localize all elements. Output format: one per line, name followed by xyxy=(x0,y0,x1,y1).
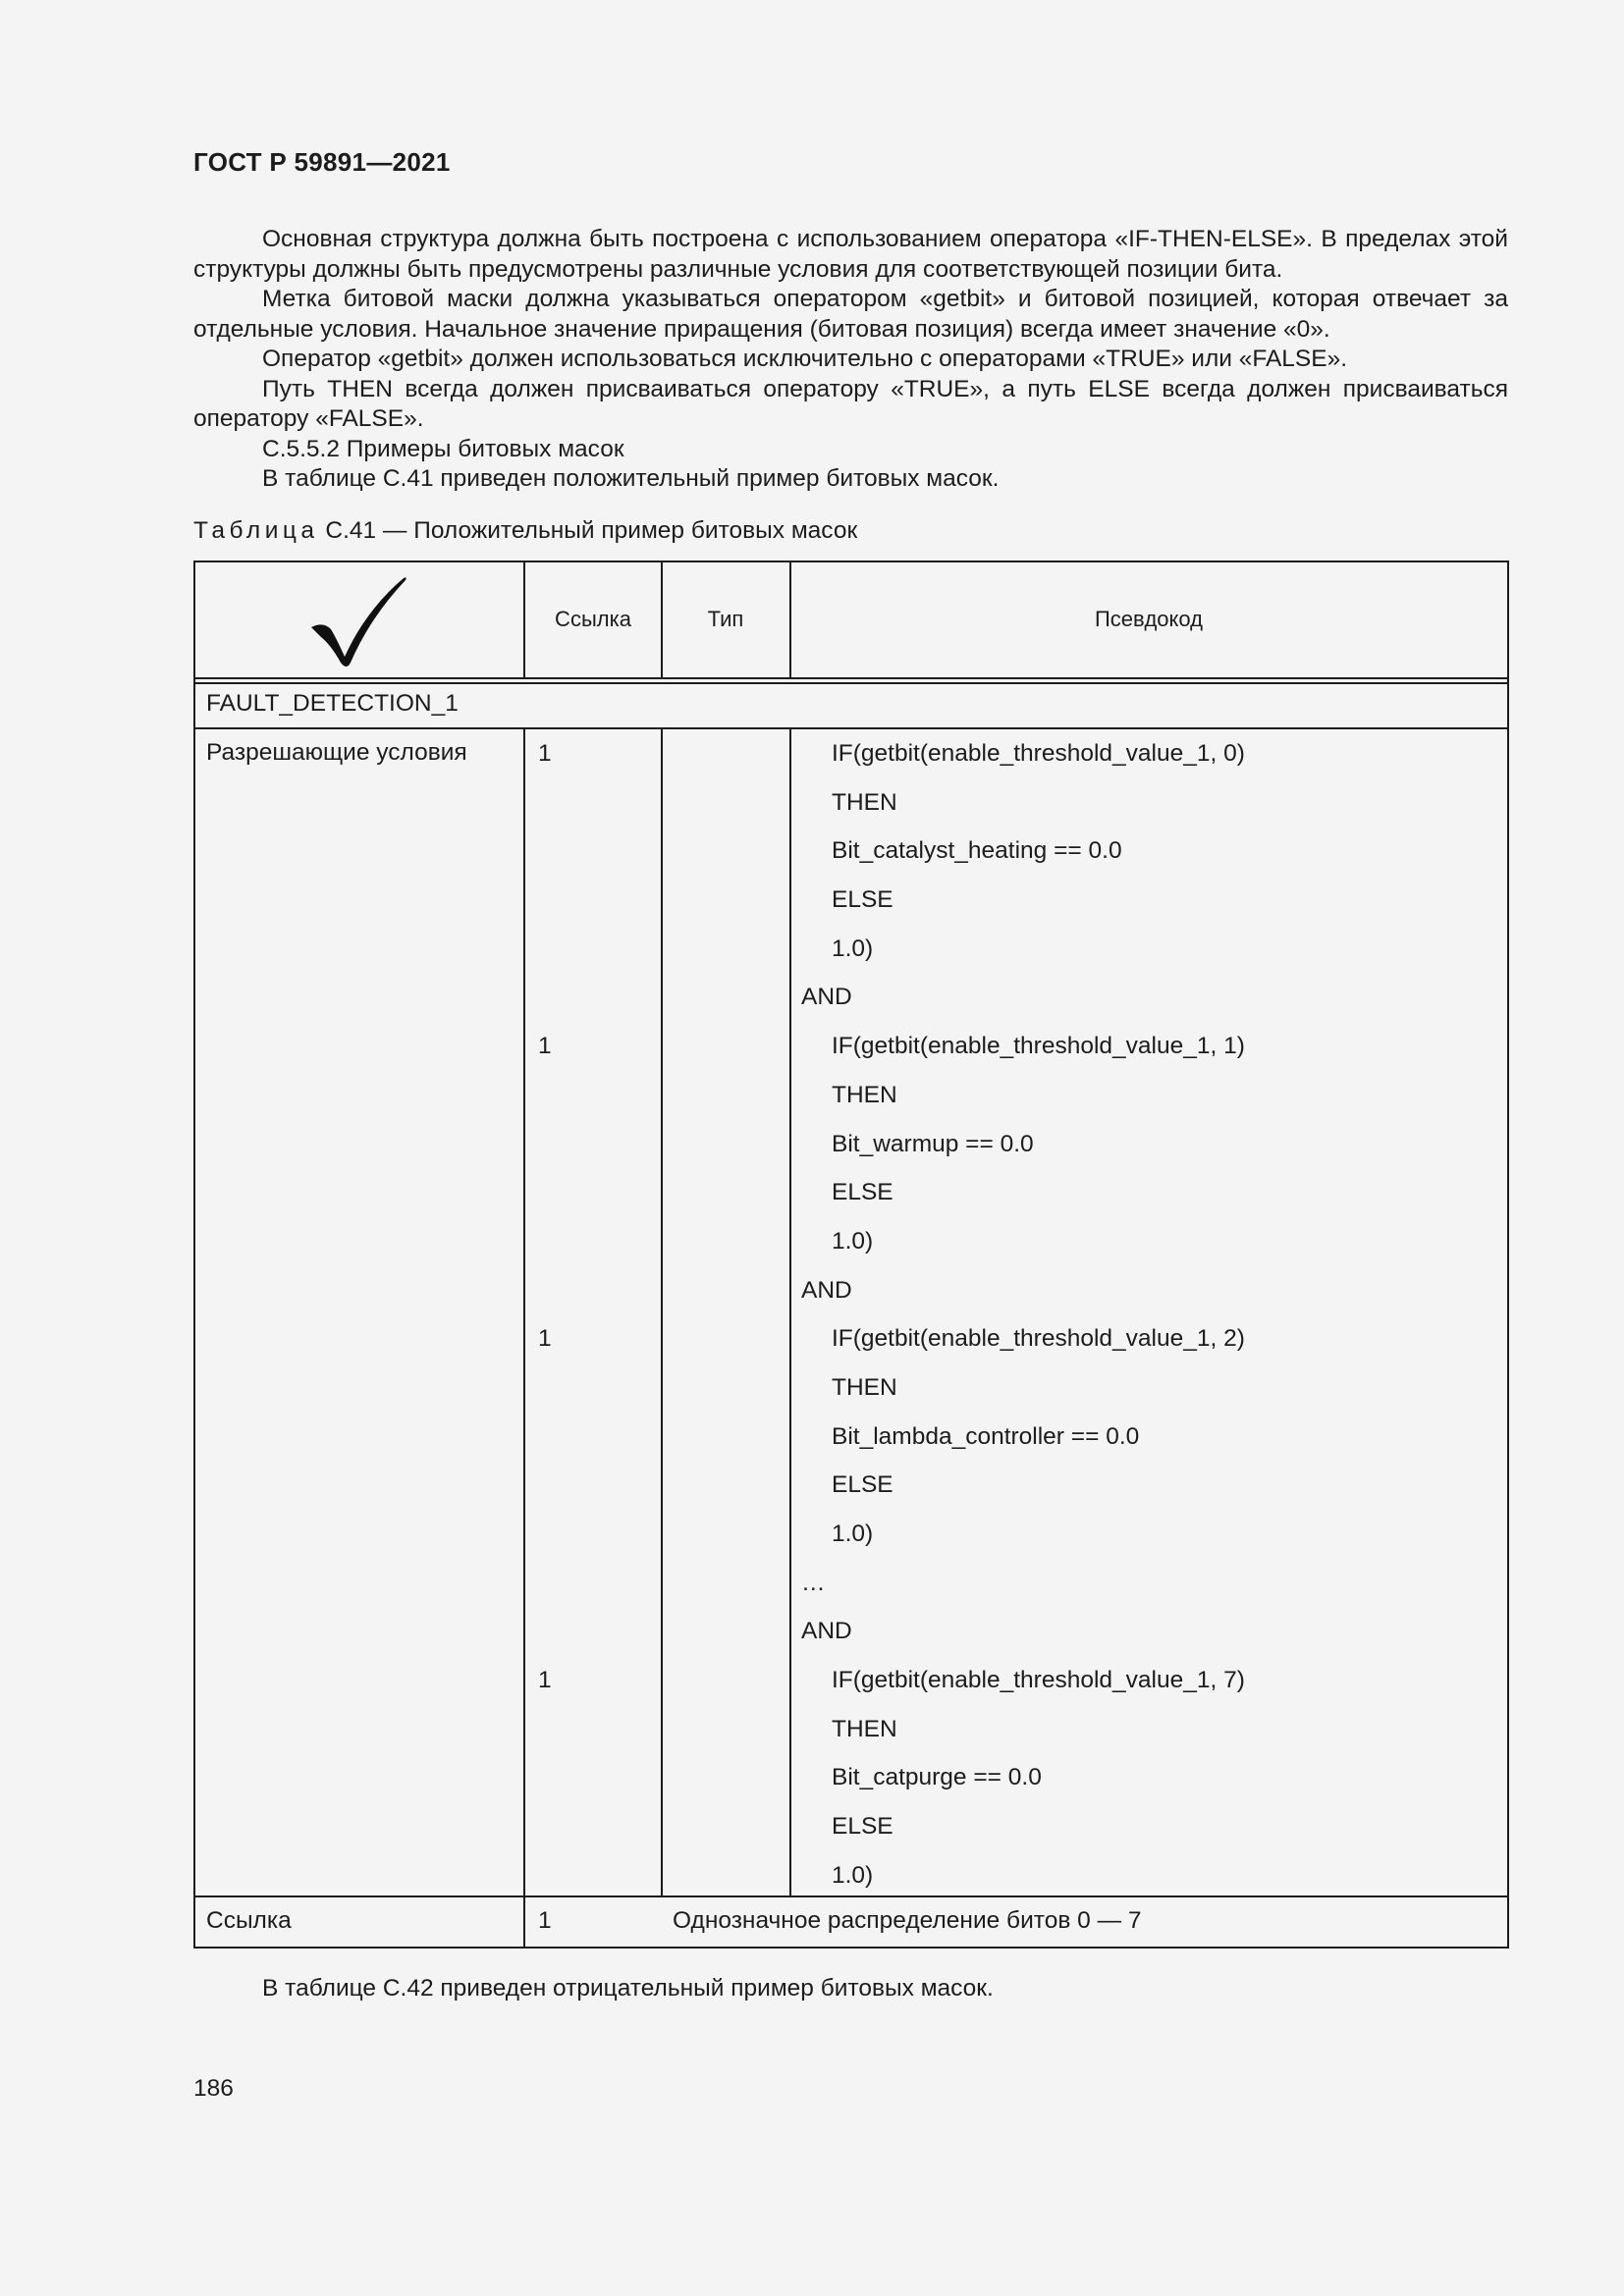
paragraph: Путь THEN всегда должен присваиваться оператору «TRUE», а путь ELSE всегда должен присваиваться оператору «FALSE». xyxy=(193,375,1508,432)
ref-value xyxy=(538,1520,636,1569)
ref-column xyxy=(538,739,636,1910)
row-label-cell: Разрешающие условия xyxy=(206,739,467,766)
ref-value xyxy=(538,1617,636,1666)
pseudocode-line: Bit_catalyst_heating == 0.0 xyxy=(832,837,1122,865)
column-header-type: Тип xyxy=(707,607,744,631)
paragraph: Основная структура должна быть построена с использованием оператора «IF-THEN-ELSE». В пределах этой структуры должны быть предусмотрены различные условия для соответствующей позиции бита. xyxy=(193,226,1508,283)
pseudocode-line: IF(getbit(enable_threshold_value_1, 0) xyxy=(832,740,1245,767)
pseudocode-line: IF(getbit(enable_threshold_value_1, 7) xyxy=(832,1667,1245,1694)
pseudocode-line: THEN xyxy=(832,788,897,816)
pseudocode-line: THEN xyxy=(832,1081,897,1108)
pseudocode-line: 1.0) xyxy=(832,1861,874,1889)
paragraph: Оператор «getbit» должен использоваться исключительно с операторами «TRUE» или «FALSE». xyxy=(262,346,1348,372)
ref-value xyxy=(538,1178,636,1227)
footer-ref-cell: 1 xyxy=(538,1907,552,1934)
ref-value xyxy=(538,1715,636,1764)
ref-value xyxy=(538,934,636,984)
ref-value xyxy=(538,836,636,885)
ref-value xyxy=(538,1081,636,1130)
pseudocode-column xyxy=(801,739,1489,1910)
page-number: 186 xyxy=(193,2075,234,2102)
column-divider xyxy=(523,729,525,1947)
pseudocode-line: … xyxy=(801,1569,826,1596)
ref-value: 1 xyxy=(538,1667,552,1694)
section-heading: С.5.5.2 Примеры битовых масок xyxy=(262,435,624,462)
column-divider xyxy=(523,562,525,679)
paragraph: В таблице С.41 приведен положительный пример битовых масок. xyxy=(262,465,1000,492)
body-text xyxy=(193,225,1508,495)
pseudocode-line: Bit_lambda_controller == 0.0 xyxy=(832,1422,1140,1450)
table-caption-text: С.41 — Положительный пример битовых масок xyxy=(318,517,858,544)
row-divider xyxy=(195,677,1507,679)
ref-value xyxy=(538,1569,636,1618)
column-divider xyxy=(661,562,663,679)
column-divider xyxy=(789,729,791,1896)
pseudocode-line: Bit_catpurge == 0.0 xyxy=(832,1764,1042,1791)
ref-value xyxy=(538,1373,636,1422)
paragraph: Метка битовой маски должна указываться оператором «getbit» и битовой позицией, которая отвечает за отдельные условия. Начальное значение приращения (битовая позиция) всегда имеет значение «0». xyxy=(193,286,1508,343)
ref-value xyxy=(538,1470,636,1520)
pseudocode-line: 1.0) xyxy=(832,1227,874,1255)
column-divider xyxy=(661,729,663,1896)
column-header-ref: Ссылка xyxy=(555,607,631,631)
pseudocode-line: THEN xyxy=(832,1373,897,1401)
table-caption xyxy=(193,517,857,545)
pseudocode-line: ELSE xyxy=(832,886,893,914)
section-title-cell: FAULT_DETECTION_1 xyxy=(206,690,459,717)
pseudocode-line: IF(getbit(enable_threshold_value_1, 1) xyxy=(832,1033,1245,1060)
pseudocode-line: AND xyxy=(801,1276,852,1304)
pseudocode-line: AND xyxy=(801,1618,852,1645)
ref-value: 1 xyxy=(538,1033,552,1060)
ref-value xyxy=(538,1422,636,1471)
row-divider xyxy=(195,727,1507,729)
footer-description-cell: Однозначное распределение битов 0 — 7 xyxy=(673,1907,1142,1934)
ref-value xyxy=(538,885,636,934)
ref-value xyxy=(538,788,636,837)
checkmark-icon xyxy=(309,576,407,673)
pseudocode-line: ELSE xyxy=(832,1471,893,1499)
footer-label-cell: Ссылка xyxy=(206,1907,292,1934)
document-header: ГОСТ Р 59891—2021 xyxy=(193,147,451,177)
ref-value xyxy=(538,1812,636,1861)
ref-value xyxy=(538,1227,636,1276)
pseudocode-line: Bit_warmup == 0.0 xyxy=(832,1130,1034,1157)
column-header-pseudocode: Псевдокод xyxy=(1094,607,1204,631)
ref-value xyxy=(538,1276,636,1325)
pseudocode-line: ELSE xyxy=(832,1179,893,1206)
pseudocode-line: 1.0) xyxy=(832,1521,874,1547)
pseudocode-line: AND xyxy=(801,984,852,1011)
pseudocode-line: IF(getbit(enable_threshold_value_1, 2) xyxy=(832,1325,1245,1353)
ref-value xyxy=(538,983,636,1032)
row-divider xyxy=(195,682,1507,684)
ref-value xyxy=(538,1861,636,1910)
pseudocode-line: THEN xyxy=(832,1715,897,1742)
ref-value: 1 xyxy=(538,1325,552,1353)
pseudocode-line: ELSE xyxy=(832,1813,893,1841)
bitmask-table xyxy=(193,561,1509,1949)
table-caption-label: Таблица xyxy=(193,517,319,544)
after-table-paragraph: В таблице С.42 приведен отрицательный пример битовых масок. xyxy=(262,1975,994,2002)
pseudocode-line: 1.0) xyxy=(832,934,874,962)
ref-value: 1 xyxy=(538,740,552,767)
column-divider xyxy=(789,562,791,679)
ref-value xyxy=(538,1130,636,1179)
ref-value xyxy=(538,1763,636,1812)
